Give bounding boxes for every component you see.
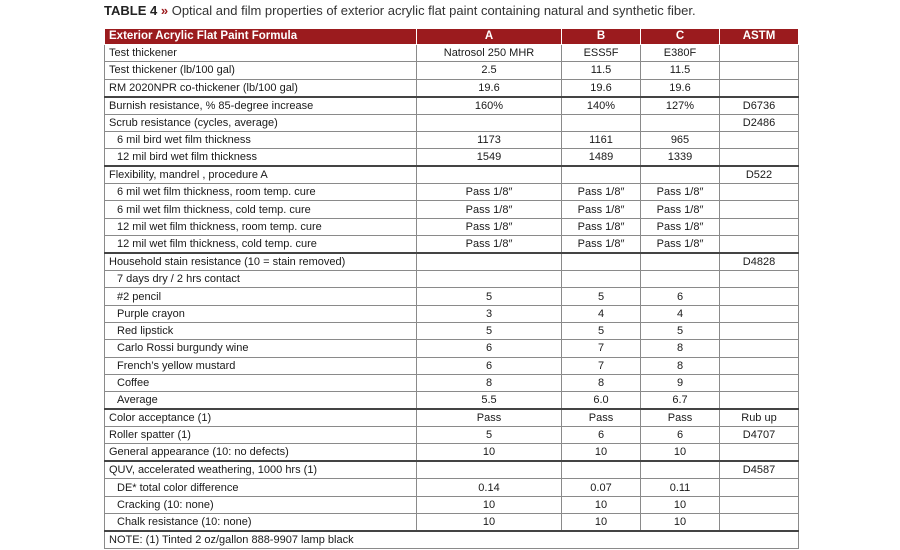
cell-c: Pass 1/8″: [641, 218, 720, 235]
table-row: [105, 357, 799, 374]
table-row: [105, 322, 799, 339]
cell-c: 1339: [641, 149, 720, 167]
row-label: 12 mil bird wet film thickness: [105, 149, 417, 167]
cell-b: 7: [562, 340, 641, 357]
cell-a: 10: [417, 496, 562, 513]
cell-astm: [720, 392, 799, 410]
table-row: [105, 288, 799, 305]
table-row: [105, 166, 799, 184]
cell-a: 6: [417, 340, 562, 357]
cell-b: Pass 1/8″: [562, 218, 641, 235]
cell-b: Pass 1/8″: [562, 201, 641, 218]
cell-b: 10: [562, 444, 641, 462]
row-label: 12 mil wet film thickness, cold temp. cure: [105, 236, 417, 254]
cell-astm: [720, 322, 799, 339]
cell-a: 1173: [417, 131, 562, 148]
cell-a: [417, 253, 562, 271]
cell-b: 5: [562, 288, 641, 305]
table-row: [105, 514, 799, 532]
cell-b: ESS5F: [562, 45, 641, 62]
cell-astm: [720, 514, 799, 532]
cell-c: 127%: [641, 97, 720, 115]
cell-astm: D4828: [720, 253, 799, 271]
cell-c: Pass 1/8″: [641, 201, 720, 218]
cell-b: 10: [562, 514, 641, 532]
cell-c: E380F: [641, 45, 720, 62]
cell-astm: [720, 149, 799, 167]
cell-b: [562, 271, 641, 288]
cell-b: 0.07: [562, 479, 641, 496]
cell-astm: [720, 496, 799, 513]
cell-a: 160%: [417, 97, 562, 115]
header-a: A: [417, 29, 562, 45]
row-label: Roller spatter (1): [105, 427, 417, 444]
cell-a: 10: [417, 444, 562, 462]
cell-a: 3: [417, 305, 562, 322]
cell-a: [417, 114, 562, 131]
table-row: [105, 149, 799, 167]
cell-a: Pass 1/8″: [417, 236, 562, 254]
cell-astm: D2486: [720, 114, 799, 131]
cell-astm: [720, 374, 799, 391]
cell-astm: [720, 271, 799, 288]
cell-b: 7: [562, 357, 641, 374]
row-label: Chalk resistance (10: none): [105, 514, 417, 532]
cell-astm: D4707: [720, 427, 799, 444]
cell-astm: D4587: [720, 461, 799, 479]
cell-a: 5: [417, 427, 562, 444]
table-row: [105, 201, 799, 218]
cell-b: 19.6: [562, 79, 641, 97]
cell-c: 5: [641, 322, 720, 339]
table-row: [105, 444, 799, 462]
cell-b: 4: [562, 305, 641, 322]
cell-a: 8: [417, 374, 562, 391]
table-row: [105, 461, 799, 479]
cell-c: [641, 461, 720, 479]
cell-b: [562, 166, 641, 184]
row-label: Average: [105, 392, 417, 410]
cell-b: Pass 1/8″: [562, 184, 641, 201]
cell-c: 11.5: [641, 62, 720, 79]
cell-astm: D6736: [720, 97, 799, 115]
cell-a: [417, 166, 562, 184]
table-row: [105, 131, 799, 148]
cell-astm: [720, 184, 799, 201]
table-row: [105, 271, 799, 288]
table-row: [105, 409, 799, 427]
table-row: [105, 114, 799, 131]
cell-a: 0.14: [417, 479, 562, 496]
cell-c: 8: [641, 340, 720, 357]
row-label: Cracking (10: none): [105, 496, 417, 513]
table-note: NOTE: (1) Tinted 2 oz/gallon 888-9907 lamp black: [105, 531, 799, 549]
row-label: DE* total color difference: [105, 479, 417, 496]
cell-b: 6.0: [562, 392, 641, 410]
header-formula: Exterior Acrylic Flat Paint Formula: [105, 29, 417, 45]
row-label: 6 mil wet film thickness, room temp. cure: [105, 184, 417, 201]
cell-b: [562, 253, 641, 271]
table-row: [105, 479, 799, 496]
row-label: Carlo Rossi burgundy wine: [105, 340, 417, 357]
cell-a: [417, 271, 562, 288]
cell-b: 1489: [562, 149, 641, 167]
header-b: B: [562, 29, 641, 45]
cell-astm: [720, 357, 799, 374]
header-astm: ASTM: [720, 29, 799, 45]
cell-c: 6: [641, 427, 720, 444]
table-row: [105, 236, 799, 254]
cell-a: 5.5: [417, 392, 562, 410]
cell-astm: [720, 305, 799, 322]
table-row: [105, 496, 799, 513]
cell-b: 6: [562, 427, 641, 444]
cell-a: Pass 1/8″: [417, 201, 562, 218]
cell-a: 5: [417, 288, 562, 305]
row-label: General appearance (10: no defects): [105, 444, 417, 462]
table-row: [105, 253, 799, 271]
cell-a: [417, 461, 562, 479]
cell-c: 10: [641, 514, 720, 532]
cell-b: 11.5: [562, 62, 641, 79]
row-label: 7 days dry / 2 hrs contact: [105, 271, 417, 288]
cell-b: 8: [562, 374, 641, 391]
cell-astm: D522: [720, 166, 799, 184]
cell-c: Pass 1/8″: [641, 236, 720, 254]
row-label: RM 2020NPR co-thickener (lb/100 gal): [105, 79, 417, 97]
cell-c: [641, 271, 720, 288]
row-label: #2 pencil: [105, 288, 417, 305]
cell-astm: [720, 479, 799, 496]
cell-c: [641, 253, 720, 271]
cell-c: Pass 1/8″: [641, 184, 720, 201]
cell-c: 0.11: [641, 479, 720, 496]
row-label: Test thickener (lb/100 gal): [105, 62, 417, 79]
cell-astm: [720, 79, 799, 97]
row-label: Household stain resistance (10 = stain removed): [105, 253, 417, 271]
cell-astm: [720, 444, 799, 462]
cell-a: 1549: [417, 149, 562, 167]
caption-separator: »: [160, 3, 169, 18]
table-row: [105, 305, 799, 322]
cell-c: 8: [641, 357, 720, 374]
cell-b: Pass 1/8″: [562, 236, 641, 254]
table-row: [105, 97, 799, 115]
header-row: [105, 29, 799, 45]
cell-b: 1161: [562, 131, 641, 148]
caption-text: Optical and film properties of exterior acrylic flat paint containing natural and synthetic fiber.: [171, 3, 696, 18]
cell-c: 6: [641, 288, 720, 305]
cell-c: 4: [641, 305, 720, 322]
cell-c: Pass: [641, 409, 720, 427]
cell-c: [641, 114, 720, 131]
caption-label: TABLE 4: [104, 3, 158, 18]
table-row: [105, 374, 799, 391]
cell-astm: [720, 62, 799, 79]
row-label: Red lipstick: [105, 322, 417, 339]
row-label: 6 mil bird wet film thickness: [105, 131, 417, 148]
cell-a: Pass 1/8″: [417, 218, 562, 235]
row-label: QUV, accelerated weathering, 1000 hrs (1): [105, 461, 417, 479]
cell-astm: Rub up: [720, 409, 799, 427]
cell-b: Pass: [562, 409, 641, 427]
cell-a: Natrosol 250 MHR: [417, 45, 562, 62]
cell-a: 5: [417, 322, 562, 339]
cell-a: 6: [417, 357, 562, 374]
cell-astm: [720, 288, 799, 305]
note-row: [105, 531, 799, 549]
cell-c: 10: [641, 444, 720, 462]
row-label: Purple crayon: [105, 305, 417, 322]
table-row: [105, 218, 799, 235]
cell-c: 10: [641, 496, 720, 513]
cell-c: 9: [641, 374, 720, 391]
cell-a: Pass 1/8″: [417, 184, 562, 201]
table-row: [105, 184, 799, 201]
cell-c: 965: [641, 131, 720, 148]
cell-b: 10: [562, 496, 641, 513]
cell-c: [641, 166, 720, 184]
cell-astm: [720, 218, 799, 235]
cell-a: 2.5: [417, 62, 562, 79]
row-label: 6 mil wet film thickness, cold temp. cure: [105, 201, 417, 218]
cell-astm: [720, 45, 799, 62]
cell-a: 19.6: [417, 79, 562, 97]
row-label: Coffee: [105, 374, 417, 391]
cell-astm: [720, 201, 799, 218]
row-label: Scrub resistance (cycles, average): [105, 114, 417, 131]
header-c: C: [641, 29, 720, 45]
cell-astm: [720, 131, 799, 148]
row-label: Burnish resistance, % 85-degree increase: [105, 97, 417, 115]
cell-b: [562, 461, 641, 479]
table-row: [105, 45, 799, 62]
cell-b: 140%: [562, 97, 641, 115]
cell-a: 10: [417, 514, 562, 532]
cell-a: Pass: [417, 409, 562, 427]
row-label: Test thickener: [105, 45, 417, 62]
cell-b: [562, 114, 641, 131]
cell-c: 6.7: [641, 392, 720, 410]
row-label: Flexibility, mandrel , procedure A: [105, 166, 417, 184]
row-label: French’s yellow mustard: [105, 357, 417, 374]
table-row: [105, 392, 799, 410]
cell-astm: [720, 236, 799, 254]
row-label: Color acceptance (1): [105, 409, 417, 427]
cell-b: 5: [562, 322, 641, 339]
row-label: 12 mil wet film thickness, room temp. cure: [105, 218, 417, 235]
table-row: [105, 427, 799, 444]
table-caption: [104, 3, 696, 19]
properties-table: [104, 28, 799, 549]
table-row: [105, 79, 799, 97]
cell-c: 19.6: [641, 79, 720, 97]
cell-astm: [720, 340, 799, 357]
table-row: [105, 62, 799, 79]
table-row: [105, 340, 799, 357]
